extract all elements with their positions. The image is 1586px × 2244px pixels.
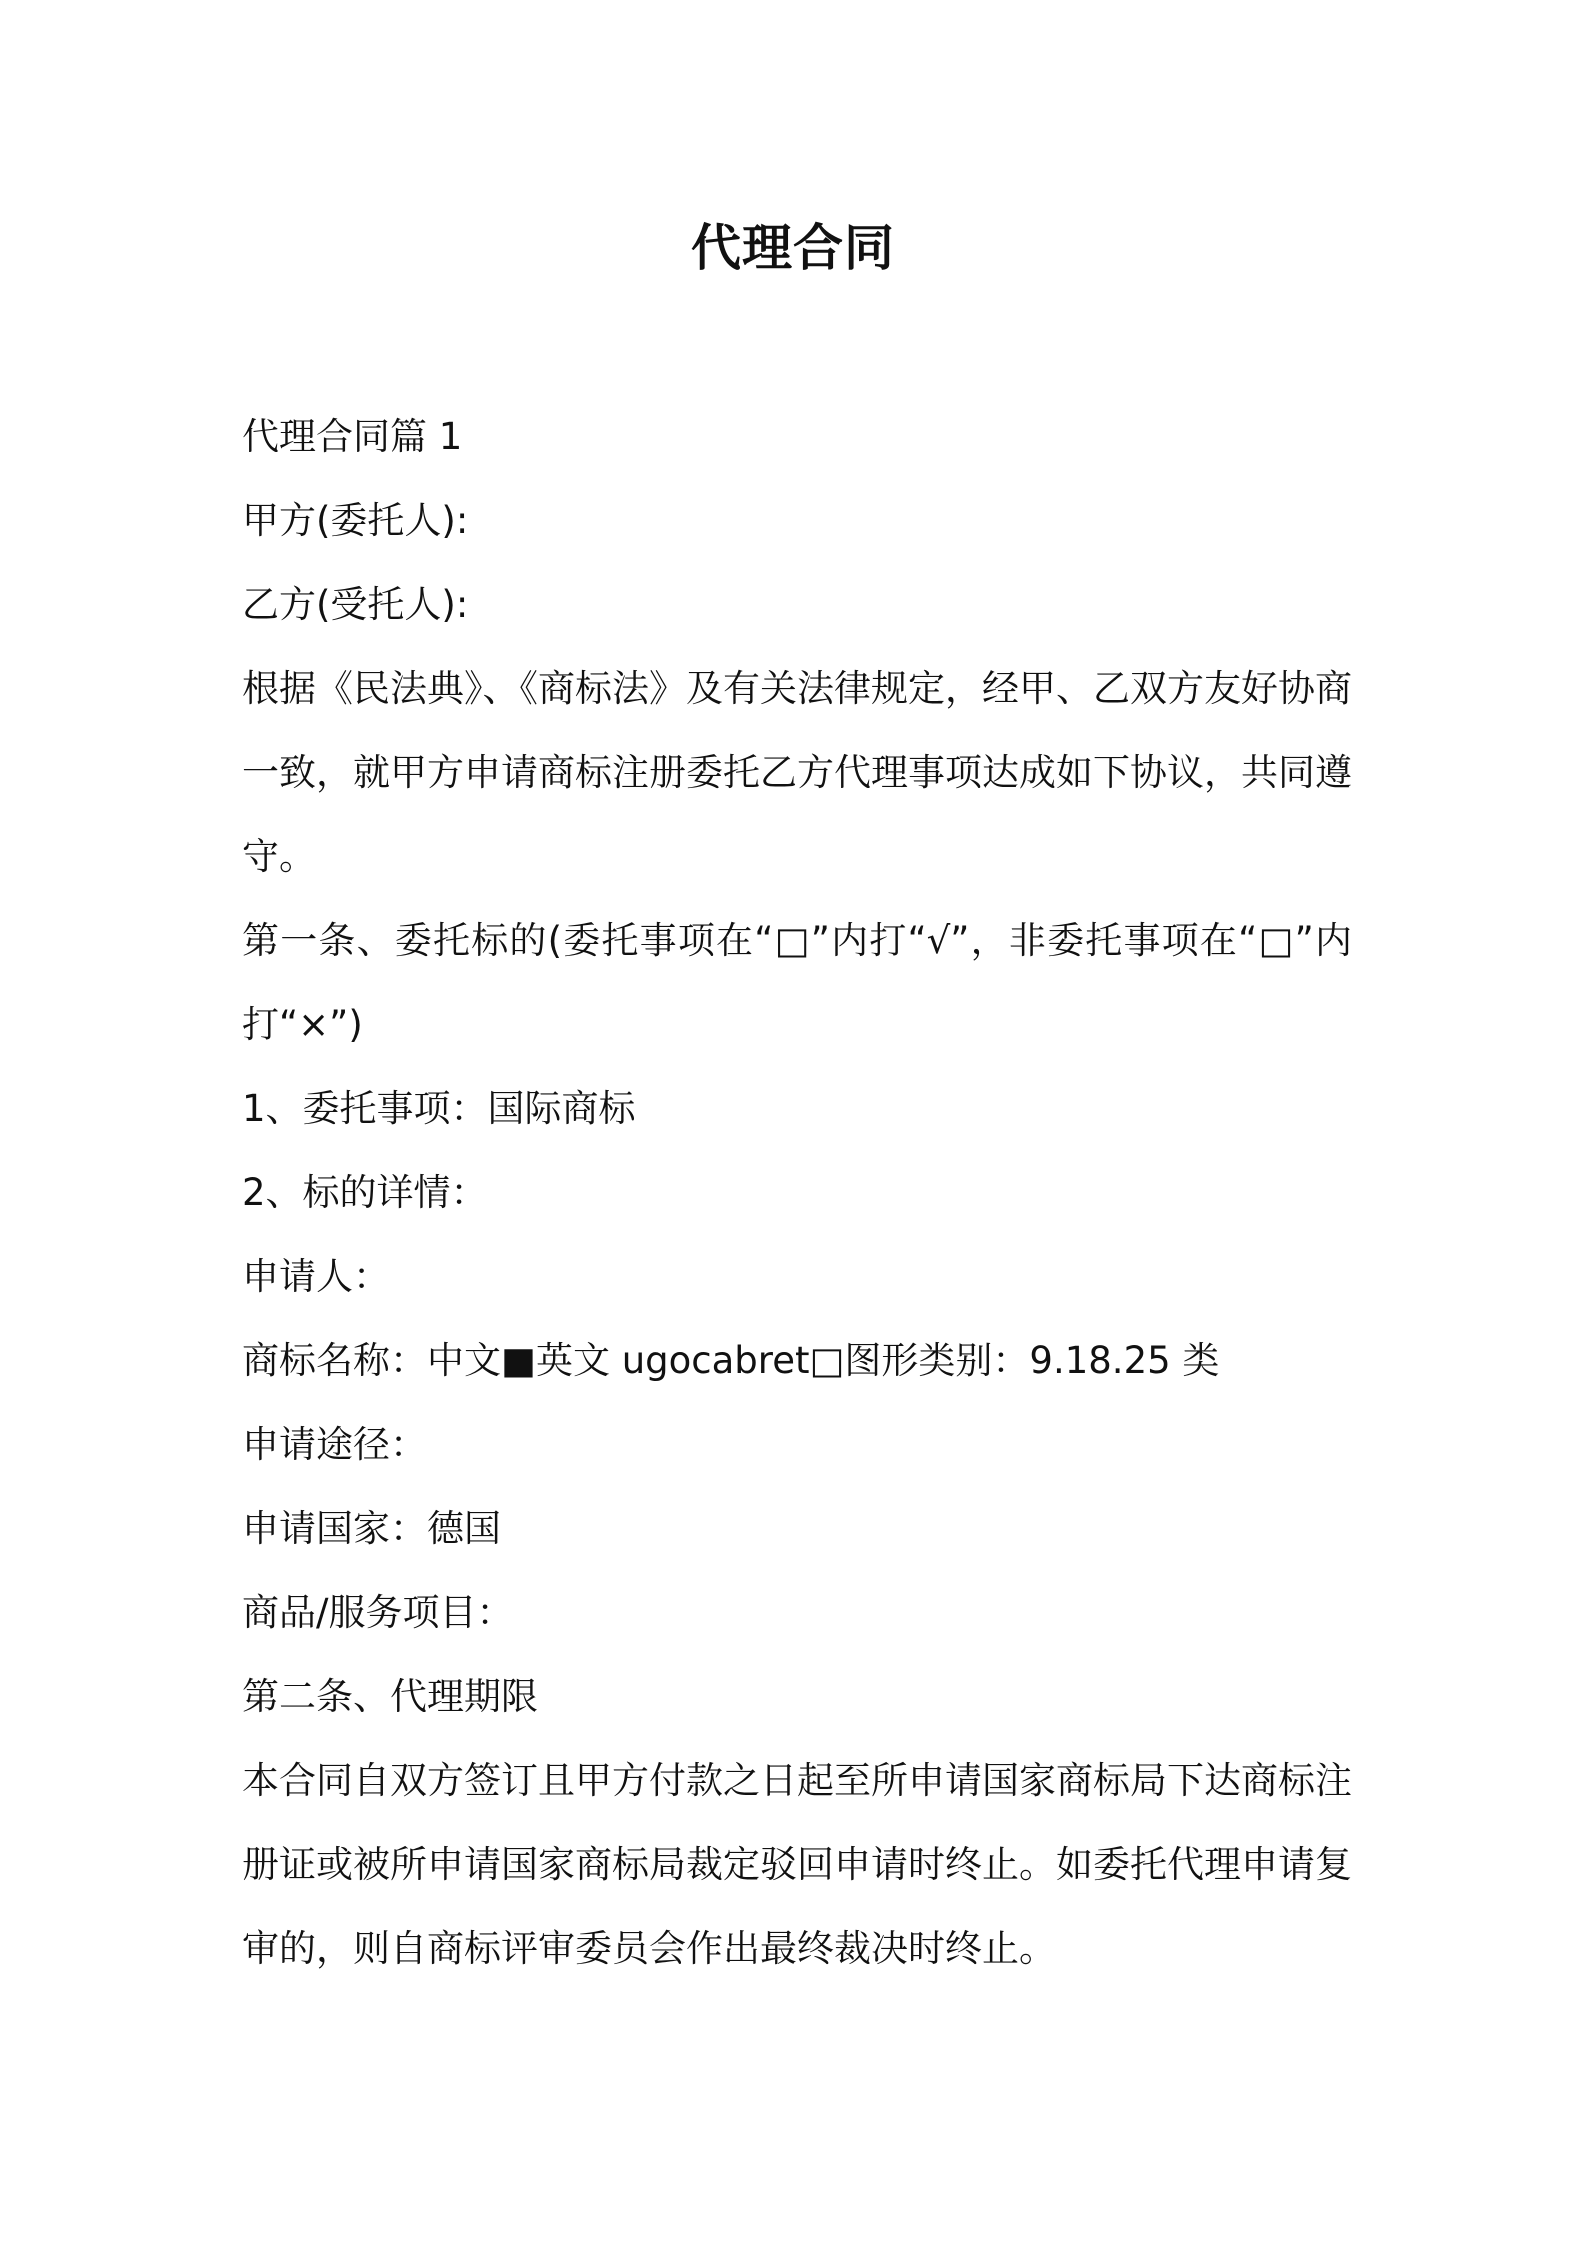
subject-details-line: 2、标的详情： — [242, 1171, 488, 1214]
term-paragraph: 本合同自双方签订且甲方付款之日起至所申请国家商标局下达商标注册证或被所申请国家商标局裁定驳回申请时终止。如委托代理申请复审的，则自商标评审委员会作出最终裁决时终止。 — [242, 1759, 1352, 1970]
document-title: 代理合同 — [691, 219, 895, 277]
section-heading: 代理合同篇 1 — [242, 415, 463, 458]
party-b-line: 乙方(受托人): — [242, 583, 469, 626]
article-two-heading: 第二条、代理期限 — [242, 1675, 538, 1718]
application-country-line: 申请国家：德国 — [242, 1507, 501, 1550]
party-a-line: 甲方(委托人): — [242, 499, 469, 542]
article-one-heading: 第一条、委托标的(委托事项在“□”内打“√”，非委托事项在“□”内打“×”) — [242, 919, 1352, 1046]
trademark-name-line: 商标名称：中文■英文 ugocabret□图形类别：9.18.25 类 — [242, 1339, 1220, 1382]
applicant-line: 申请人： — [242, 1255, 390, 1298]
document-body — [242, 395, 1352, 1991]
preamble-paragraph: 根据《民法典》、《商标法》及有关法律规定，经甲、乙双方友好协商一致，就甲方申请商标注册委托乙方代理事项达成如下协议，共同遵守。 — [242, 667, 1352, 878]
entrusted-matter-line: 1、委托事项：国际商标 — [242, 1087, 636, 1130]
application-route-line: 申请途径： — [242, 1423, 427, 1466]
goods-services-line: 商品/服务项目： — [242, 1591, 514, 1634]
